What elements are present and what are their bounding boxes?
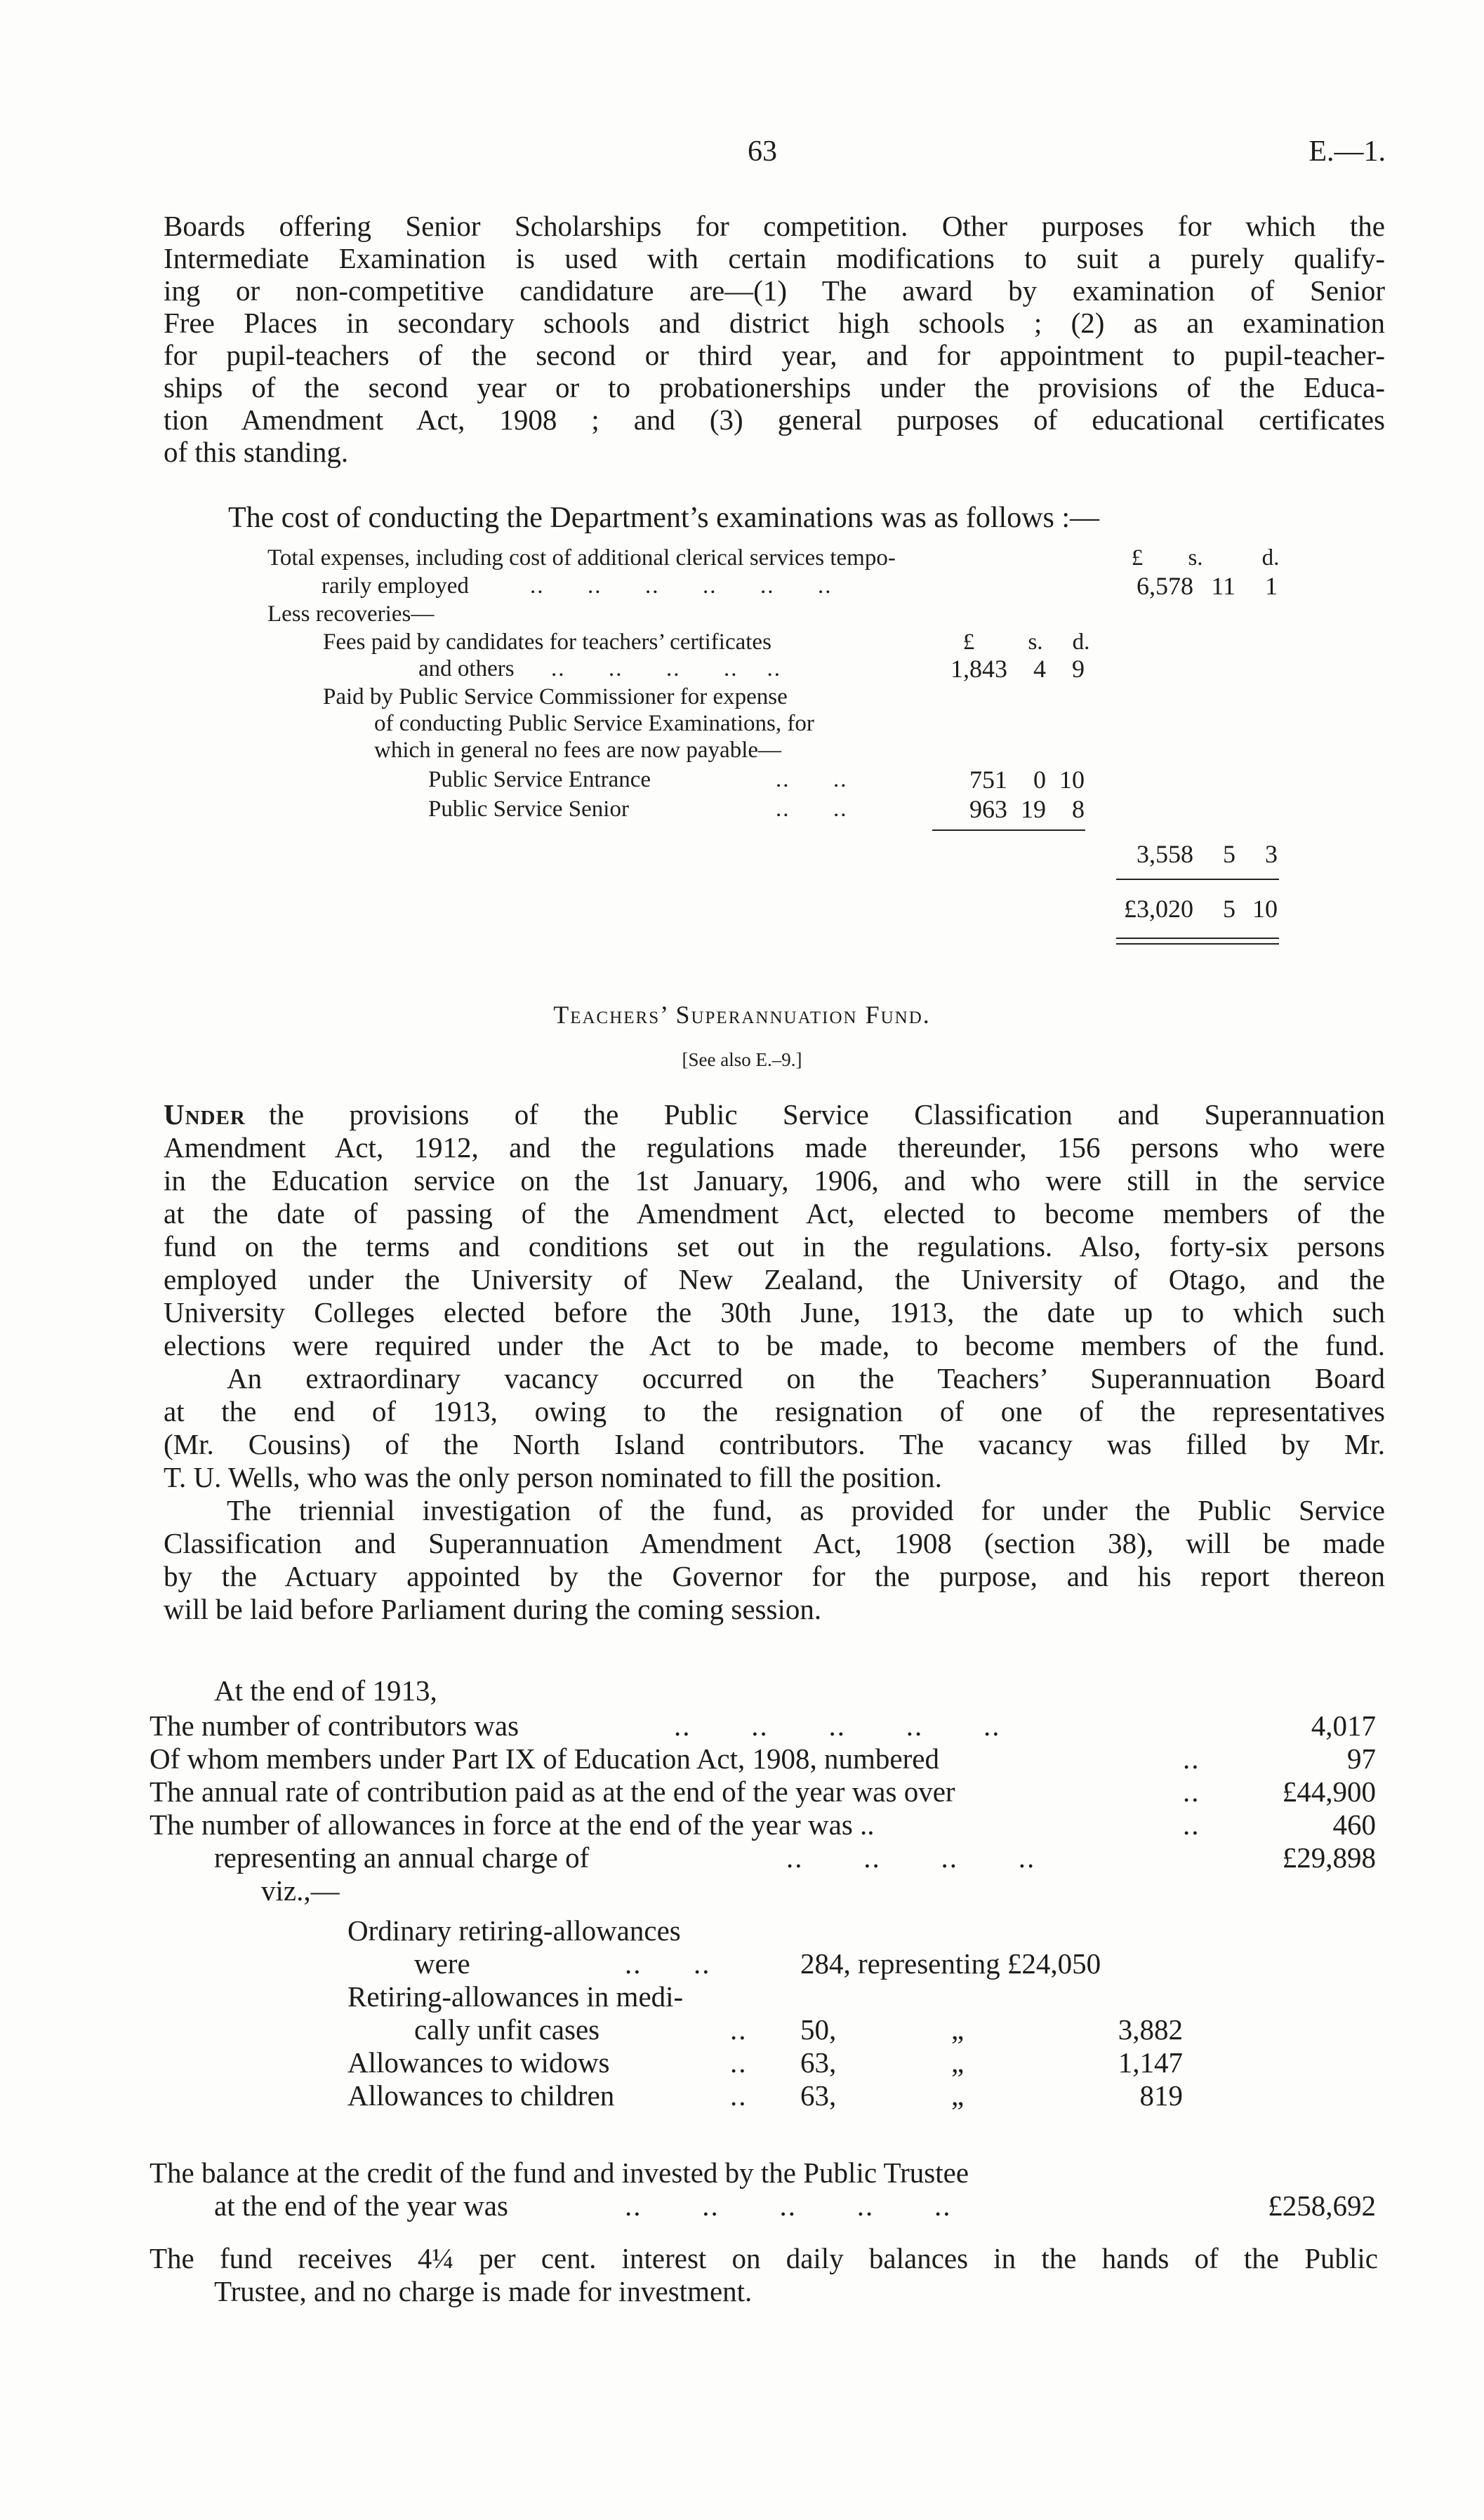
leader-dots: .. bbox=[730, 2046, 748, 2079]
leader-dots: .. .. bbox=[625, 1947, 711, 1980]
leader-dots: .. .. .. .. bbox=[786, 1841, 1036, 1874]
paragraph-line: at the date of passing of the Amendment Act, elected to become members of the bbox=[164, 1197, 1385, 1229]
paragraph-line: employed under the University of New Zealand, the University of Otago, and the bbox=[164, 1263, 1385, 1295]
total-label-1: Total expenses, including cost of additional clerical services tempo- bbox=[267, 545, 896, 571]
leader-dots: .. bbox=[1183, 1808, 1200, 1841]
leader-dots: .. bbox=[730, 2013, 748, 2046]
paragraph-line: Boards offering Senior Scholarships for competition. Other purposes for which the bbox=[164, 210, 1385, 242]
leader-dots: .. .. .. .. .. bbox=[674, 1709, 1001, 1742]
fees-head-shillings: s. bbox=[1028, 629, 1043, 655]
widows-label: Allowances to widows bbox=[347, 2046, 610, 2079]
total-head-shillings: s. bbox=[1188, 545, 1203, 571]
paragraph-line: An extraordinary vacancy occurred on the Teachers’ Superannuation Board bbox=[227, 1362, 1385, 1394]
total-head-pence: d. bbox=[1261, 545, 1280, 571]
pss-pounds: 963 bbox=[969, 795, 1007, 823]
balance-value: £258,692 bbox=[1268, 2189, 1376, 2222]
viz-label: viz.,— bbox=[261, 1874, 340, 1907]
widows-value: 1,147 bbox=[1118, 2046, 1183, 2079]
annual-rate-label: The annual rate of contribution paid as at the end of the year was over bbox=[150, 1775, 955, 1808]
paragraph-line: the provisions of the Public Service Classification and Superannuation bbox=[269, 1098, 1385, 1131]
paragraph-line: fund on the terms and conditions set out in the regulations. Also, forty-six persons bbox=[164, 1230, 1385, 1262]
recoveries-pounds: 3,558 bbox=[1137, 840, 1193, 868]
psc-label-2: of conducting Public Service Examinations, for bbox=[374, 711, 814, 736]
fees-head-pence: d. bbox=[1072, 629, 1090, 655]
balance-label-2: at the end of the year was bbox=[214, 2189, 508, 2222]
paragraph-line: tion Amendment Act, 1908 ; and (3) general purposes of educational certificates bbox=[164, 404, 1385, 436]
leader-dots: .. .. .. .. .. .. bbox=[530, 573, 833, 599]
paragraph-line: at the end of 1913, owing to the resignation of one of the representatives bbox=[164, 1395, 1385, 1427]
paragraph-line: Intermediate Examination is used with certain modifications to suit a purely qualify- bbox=[164, 242, 1385, 274]
pss-pence: 8 bbox=[1072, 795, 1085, 823]
fees-label-1: Fees paid by candidates for teachers’ certificates bbox=[323, 629, 771, 655]
charge-value: £29,898 bbox=[1282, 1841, 1376, 1874]
paragraph-lead: Under bbox=[164, 1098, 246, 1131]
leader-dots: .. .. .. .. .. bbox=[625, 2189, 952, 2222]
contributors-value: 4,017 bbox=[1311, 1709, 1376, 1742]
part-ix-label: Of whom members under Part IX of Education Act, 1908, numbered bbox=[150, 1742, 939, 1775]
ordinary-count: 284, representing £24,050 bbox=[800, 1947, 1101, 1980]
section-title: Teachers’ Superannuation Fund. bbox=[553, 1001, 931, 1029]
total-pence: 1 bbox=[1265, 572, 1278, 600]
page-number: 63 bbox=[748, 135, 777, 168]
balance-label-1: The balance at the credit of the fund and invested by the Public Trustee bbox=[150, 2156, 969, 2189]
allowances-value: 460 bbox=[1332, 1808, 1376, 1841]
part-ix-value: 97 bbox=[1347, 1742, 1376, 1775]
total-head-pounds: £ bbox=[1131, 545, 1144, 571]
total-pounds: 6,578 bbox=[1137, 572, 1193, 600]
fees-shillings: 4 bbox=[1033, 655, 1046, 683]
medical-ditto: „ bbox=[951, 2013, 965, 2046]
pse-pounds: 751 bbox=[969, 766, 1007, 794]
paragraph-line: T. U. Wells, who was the only person nominated to fill the position. bbox=[164, 1461, 942, 1493]
paragraph-line: ships of the second year or to probationerships under the provisions of the Educa- bbox=[164, 371, 1385, 404]
double-rule-top bbox=[1116, 938, 1279, 939]
children-count: 63, bbox=[800, 2079, 837, 2112]
leader-dots: .. bbox=[1183, 1742, 1200, 1775]
net-pence: 10 bbox=[1252, 895, 1278, 923]
pse-pence: 10 bbox=[1059, 766, 1085, 794]
double-rule-bottom bbox=[1116, 943, 1279, 945]
pse-label: Public Service Entrance bbox=[428, 767, 651, 792]
fees-label-2: and others bbox=[418, 656, 515, 681]
recoveries-shillings: 5 bbox=[1223, 840, 1235, 868]
paragraph-line: Classification and Superannuation Amendment Act, 1908 (section 38), will be made bbox=[164, 1527, 1385, 1559]
cost-intro: The cost of conducting the Department’s examinations was as follows :— bbox=[228, 502, 1100, 534]
fees-head-pounds: £ bbox=[962, 629, 975, 655]
paragraph-line: University Colleges elected before the 30th June, 1913, the date up to which such bbox=[164, 1296, 1385, 1328]
widows-ditto: „ bbox=[951, 2046, 965, 2079]
children-value: 819 bbox=[1139, 2079, 1183, 2112]
recoveries-pence: 3 bbox=[1265, 840, 1278, 868]
pss-shillings: 19 bbox=[1021, 795, 1046, 823]
paragraph-line: (Mr. Cousins) of the North Island contributors. The vacancy was filled by Mr. bbox=[164, 1428, 1385, 1460]
leader-dots: .. bbox=[1183, 1775, 1200, 1808]
subtotal-rule bbox=[932, 829, 1085, 831]
children-ditto: „ bbox=[951, 2079, 965, 2112]
interest-line-1: The fund receives 4¼ per cent. interest on daily balances in the hands of the Public bbox=[150, 2242, 1378, 2274]
net-shillings: 5 bbox=[1223, 895, 1235, 923]
ordinary-label-1: Ordinary retiring-allowances bbox=[347, 1914, 681, 1947]
net-pounds: £3,020 bbox=[1124, 895, 1193, 923]
pss-label: Public Service Senior bbox=[428, 796, 629, 822]
paragraph-line: Free Places in secondary schools and district high schools ; (2) as an examination bbox=[164, 307, 1385, 339]
leader-dots: .. .. bbox=[776, 796, 848, 822]
widows-count: 63, bbox=[800, 2046, 837, 2079]
pse-shillings: 0 bbox=[1033, 766, 1046, 794]
medical-label-2: cally unfit cases bbox=[414, 2013, 600, 2046]
total-shillings: 11 bbox=[1211, 572, 1235, 600]
allowances-label: The number of allowances in force at the end of the year was .. bbox=[150, 1808, 875, 1841]
psc-label-3: which in general no fees are now payable— bbox=[374, 738, 782, 763]
children-label: Allowances to children bbox=[347, 2079, 615, 2112]
ordinary-label-2: were bbox=[414, 1947, 470, 1980]
leader-dots: .. bbox=[730, 2079, 748, 2112]
interest-line-2: Trustee, and no charge is made for investment. bbox=[214, 2275, 753, 2307]
paragraph-line: in the Education service on the 1st January, 1906, and who were still in the service bbox=[164, 1164, 1385, 1196]
psc-label-1: Paid by Public Service Commissioner for expense bbox=[323, 684, 788, 709]
paragraph-line: of this standing. bbox=[164, 436, 349, 468]
total-label-2: rarily employed bbox=[322, 573, 469, 599]
fees-pence: 9 bbox=[1072, 655, 1085, 683]
medical-label-1: Retiring-allowances in medi- bbox=[347, 1980, 684, 2013]
medical-value: 3,882 bbox=[1118, 2013, 1183, 2046]
see-also-note: [See also E.–9.] bbox=[682, 1049, 802, 1070]
medical-count: 50, bbox=[800, 2013, 837, 2046]
leader-dots: .. .. .. .. .. bbox=[551, 656, 781, 681]
paragraph-line: will be laid before Parliament during the coming session. bbox=[164, 1593, 822, 1625]
paragraph-line: ing or non-competitive candidature are—(1) The award by examination of Senior bbox=[164, 274, 1385, 307]
paragraph-line: Amendment Act, 1912, and the regulations made thereunder, 156 persons who were bbox=[164, 1131, 1385, 1164]
total-rule bbox=[1116, 879, 1279, 880]
charge-label: representing an annual charge of bbox=[214, 1841, 590, 1874]
stats-intro: At the end of 1913, bbox=[214, 1674, 437, 1707]
paragraph-line: for pupil-teachers of the second or third year, and for appointment to pupil-teacher- bbox=[164, 339, 1385, 371]
contributors-label: The number of contributors was bbox=[150, 1709, 519, 1742]
paragraph-line: The triennial investigation of the fund, as provided for under the Public Service bbox=[227, 1494, 1385, 1526]
paragraph-line: elections were required under the Act to be made, to become members of the fund. bbox=[164, 1329, 1385, 1361]
document-reference: E.—1. bbox=[1309, 135, 1386, 168]
less-recoveries: Less recoveries— bbox=[267, 601, 435, 627]
fees-pounds: 1,843 bbox=[950, 655, 1007, 683]
annual-rate-value: £44,900 bbox=[1282, 1775, 1376, 1808]
paragraph-line: by the Actuary appointed by the Governor for the purpose, and his report thereon bbox=[164, 1560, 1385, 1592]
leader-dots: .. .. bbox=[776, 767, 848, 792]
